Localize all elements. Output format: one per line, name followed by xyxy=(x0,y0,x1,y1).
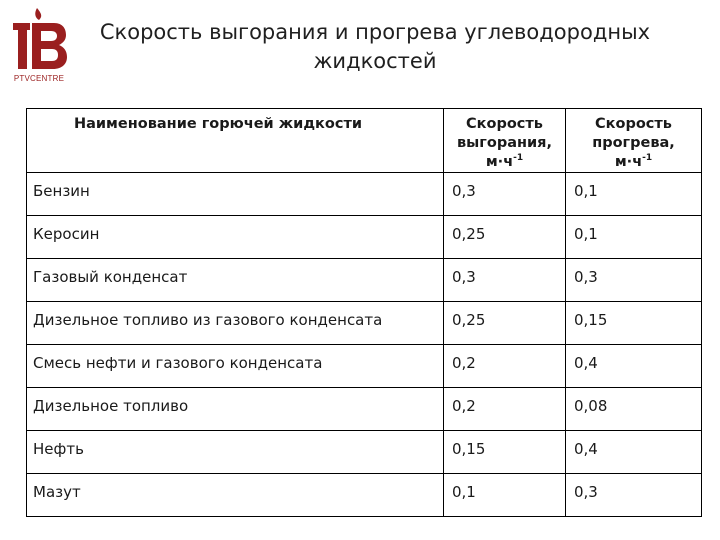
burn-rate-cell: 0,3 xyxy=(444,259,566,302)
table-header-row xyxy=(27,109,702,173)
header-burn-rate-exponent: -1 xyxy=(513,153,524,164)
liquids-table xyxy=(26,108,702,517)
burn-rate-cell: 0,15 xyxy=(444,431,566,474)
liquid-name-cell: Бензин xyxy=(27,173,444,216)
logo-mark xyxy=(10,6,68,74)
header-heat-rate-unit: м·ч xyxy=(614,154,643,170)
header-burn-rate-unit: м·ч xyxy=(485,154,514,170)
header-burn-rate-line2: выгорания, xyxy=(457,135,552,151)
table-row xyxy=(27,302,702,345)
liquid-name-cell: Смесь нефти и газового конденсата xyxy=(27,345,444,388)
heat-rate-cell: 0,3 xyxy=(566,474,702,517)
table-row xyxy=(27,259,702,302)
table-row xyxy=(27,474,702,517)
table-row xyxy=(27,431,702,474)
header-heat-rate-line1: Скорость xyxy=(595,116,672,132)
header-liquid-name: Наименование горючей жидкости xyxy=(27,109,444,173)
title-line-2: жидкостей xyxy=(313,49,437,73)
title-line-1: Скорость выгорания и прогрева углеводородных xyxy=(99,20,651,44)
header-heat-rate-exponent: -1 xyxy=(642,153,653,164)
burn-rate-cell: 0,3 xyxy=(444,173,566,216)
burn-rate-cell: 0,1 xyxy=(444,474,566,517)
table-row xyxy=(27,345,702,388)
burn-rate-cell: 0,25 xyxy=(444,302,566,345)
liquid-name-cell: Нефть xyxy=(27,431,444,474)
heat-rate-cell: 0,4 xyxy=(566,345,702,388)
ptvcentre-logo xyxy=(10,6,68,84)
heat-rate-cell: 0,1 xyxy=(566,173,702,216)
table-row xyxy=(27,173,702,216)
liquid-name-cell: Дизельное топливо xyxy=(27,388,444,431)
table-row xyxy=(27,216,702,259)
liquid-name-cell: Керосин xyxy=(27,216,444,259)
burn-rate-cell: 0,2 xyxy=(444,345,566,388)
heat-rate-cell: 0,1 xyxy=(566,216,702,259)
header-burn-rate xyxy=(444,109,566,173)
liquid-name-cell: Газовый конденсат xyxy=(27,259,444,302)
liquid-name-cell: Дизельное топливо из газового конденсата xyxy=(27,302,444,345)
heat-rate-cell: 0,15 xyxy=(566,302,702,345)
burn-rate-cell: 0,25 xyxy=(444,216,566,259)
burn-rate-cell: 0,2 xyxy=(444,388,566,431)
liquid-name-cell: Мазут xyxy=(27,474,444,517)
header-burn-rate-line1: Скорость xyxy=(466,116,543,132)
header-heat-rate xyxy=(566,109,702,173)
table-row xyxy=(27,388,702,431)
heat-rate-cell: 0,4 xyxy=(566,431,702,474)
heat-rate-cell: 0,08 xyxy=(566,388,702,431)
page-title xyxy=(90,18,660,76)
logo-caption: PTVCENTRE xyxy=(13,74,65,83)
header-heat-rate-line2: прогрева, xyxy=(592,135,675,151)
heat-rate-cell: 0,3 xyxy=(566,259,702,302)
